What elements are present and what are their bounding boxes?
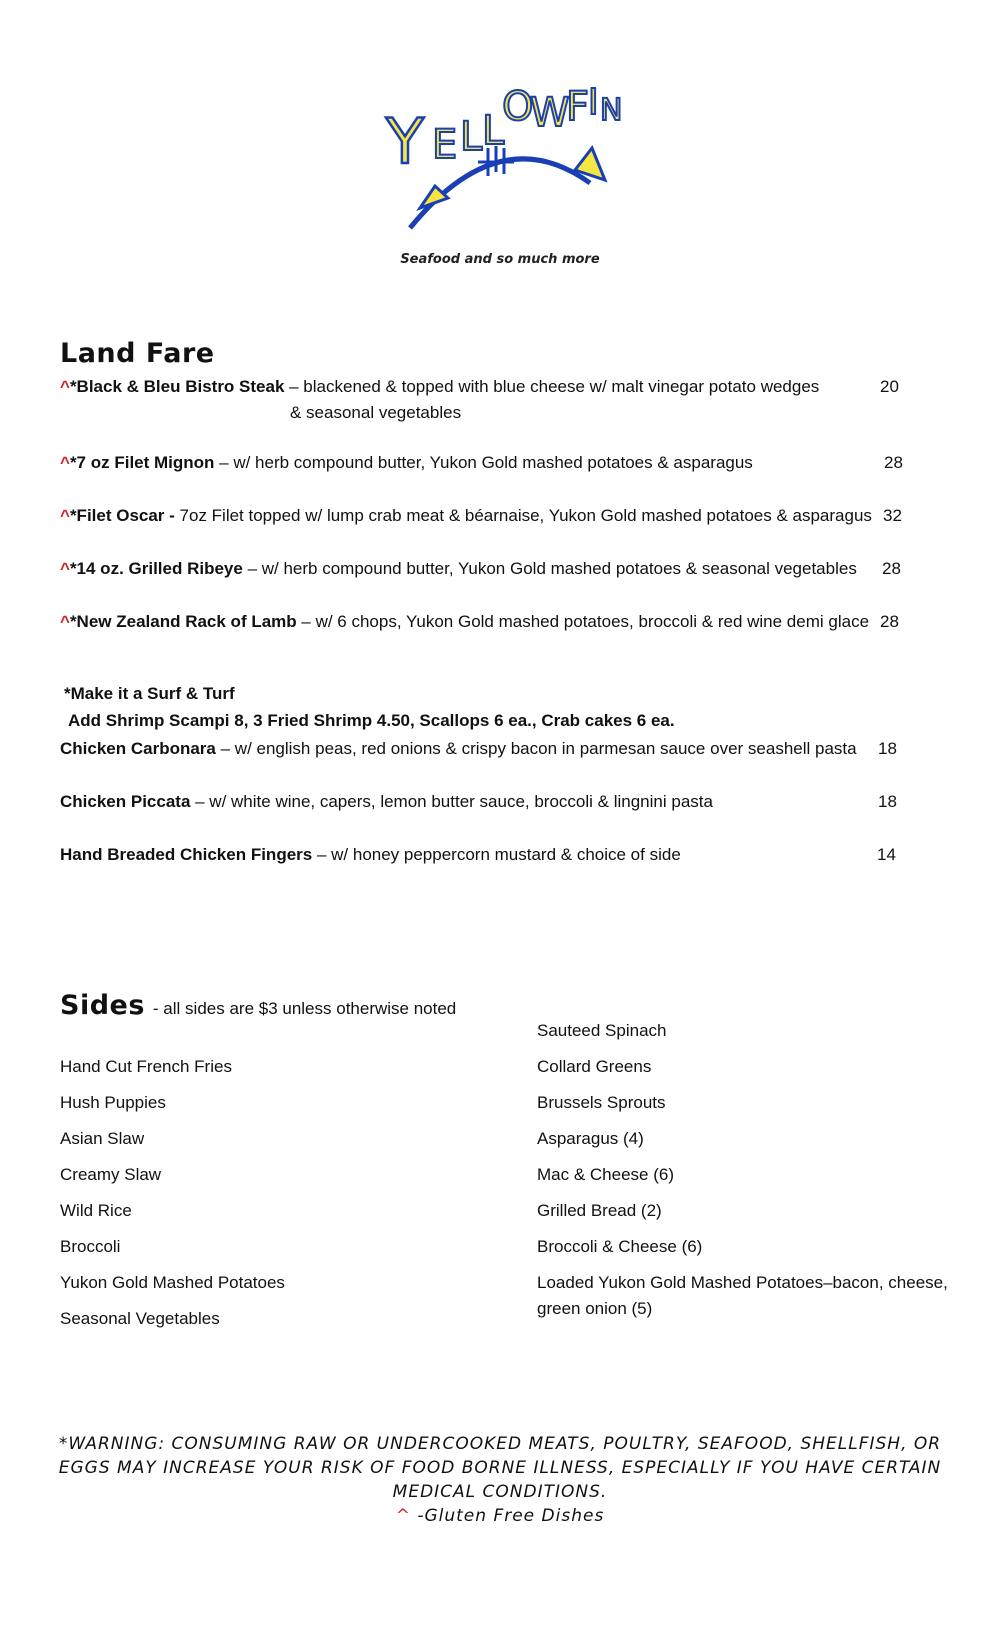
item-description: – blackened & topped with blue cheese w/ malt vinegar potato wedges <box>284 377 820 396</box>
side-item: Hush Puppies <box>60 1093 166 1112</box>
menu-item <box>60 503 900 529</box>
svg-text:N: N <box>600 93 623 128</box>
item-description: 7oz Filet topped w/ lump crab meat & béarnaise, Yukon Gold mashed potatoes & asparagus <box>174 506 872 525</box>
side-item: Broccoli <box>60 1237 121 1256</box>
side-item: Seasonal Vegetables <box>60 1309 220 1328</box>
gluten-free-marker: ^ <box>60 506 70 525</box>
gluten-free-marker: ^ <box>60 377 70 396</box>
item-name: Chicken Carbonara <box>60 739 216 758</box>
menu-item <box>60 450 903 476</box>
gluten-free-marker: ^ <box>60 612 70 631</box>
item-description: – w/ white wine, capers, lemon butter sauce, broccoli & lingnini pasta <box>190 792 713 811</box>
item-price: 28 <box>882 559 901 578</box>
side-item: Asparagus (4) <box>537 1129 644 1148</box>
side-item: Yukon Gold Mashed Potatoes <box>60 1273 285 1292</box>
item-description: – w/ 6 chops, Yukon Gold mashed potatoes, broccoli & red wine demi glace <box>296 612 870 631</box>
item-price: 28 <box>884 453 903 472</box>
side-item: Asian Slaw <box>60 1129 145 1148</box>
item-name: Hand Breaded Chicken Fingers <box>60 845 313 864</box>
svg-text:W: W <box>530 90 570 136</box>
side-item: Grilled Bread (2) <box>537 1201 662 1220</box>
side-item: Brussels Sprouts <box>537 1093 666 1112</box>
item-price: 14 <box>877 845 896 864</box>
surf-and-turf-title: *Make it a Surf & Turf <box>64 684 235 703</box>
item-price: 28 <box>880 612 899 631</box>
gluten-free-marker: ^ <box>60 453 70 472</box>
sides-heading: Sides <box>60 990 145 1021</box>
svg-text:L: L <box>460 114 483 160</box>
side-item: Creamy Slaw <box>60 1165 162 1184</box>
item-price: 32 <box>883 506 902 525</box>
menu-item <box>60 609 900 635</box>
menu-item <box>60 736 900 762</box>
side-item: Sauteed Spinach <box>537 1021 667 1040</box>
side-item: Mac & Cheese (6) <box>537 1165 674 1184</box>
warning-line: MEDICAL CONDITIONS. <box>392 1482 608 1502</box>
svg-text:E: E <box>432 122 458 168</box>
side-item: Collard Greens <box>537 1057 652 1076</box>
svg-text:I: I <box>588 82 599 123</box>
food-safety-warning <box>0 1432 1000 1528</box>
sides-title <box>60 990 456 1021</box>
side-item: Loaded Yukon Gold Mashed Potatoes–bacon, cheese, <box>537 1273 948 1292</box>
gluten-free-marker: ^ <box>60 559 70 578</box>
item-price: 18 <box>878 792 897 811</box>
item-name: *14 oz. Grilled Ribeye <box>69 559 243 578</box>
warning-line: EGGS MAY INCREASE YOUR RISK OF FOOD BORNE ILLNESS, ESPECIALLY IF YOU HAVE CERTAIN <box>58 1458 942 1478</box>
menu-item <box>60 374 900 426</box>
yellowfin-logo <box>380 58 623 248</box>
item-price: 18 <box>878 739 897 758</box>
side-item: Wild Rice <box>60 1201 132 1220</box>
svg-text:F: F <box>566 84 590 130</box>
gluten-free-marker: ^ <box>395 1506 411 1526</box>
gluten-free-label: -Gluten Free Dishes <box>410 1506 605 1526</box>
warning-line: *WARNING: CONSUMING RAW OR UNDERCOOKED MEATS, POULTRY, SEAFOOD, SHELLFISH, OR <box>58 1434 942 1454</box>
menu-item <box>60 789 900 815</box>
svg-text:Y: Y <box>386 105 424 178</box>
item-price: 20 <box>880 377 899 396</box>
menu-item <box>60 556 900 582</box>
gluten-free-legend <box>0 1504 1000 1528</box>
item-description: – w/ herb compound butter, Yukon Gold mashed potatoes & asparagus <box>214 453 753 472</box>
tagline: Seafood and so much more <box>400 252 600 267</box>
item-name: *7 oz Filet Mignon <box>69 453 215 472</box>
surf-and-turf-note <box>64 680 675 734</box>
svg-text:O: O <box>502 84 534 130</box>
menu-item <box>60 842 900 868</box>
item-name: Chicken Piccata <box>60 792 191 811</box>
item-description: – w/ english peas, red onions & crispy bacon in parmesan sauce over seashell pasta <box>215 739 857 758</box>
item-description: – w/ honey peppercorn mustard & choice of side <box>312 845 681 864</box>
item-name: *Black & Bleu Bistro Steak <box>69 377 285 396</box>
side-item-cont: green onion (5) <box>537 1299 653 1318</box>
svg-text:L: L <box>482 108 505 154</box>
land-fare-title: Land Fare <box>60 338 215 369</box>
side-item: Hand Cut French Fries <box>60 1057 232 1076</box>
item-name: *New Zealand Rack of Lamb <box>69 612 297 631</box>
item-name: *Filet Oscar - <box>69 506 175 525</box>
side-item: Broccoli & Cheese (6) <box>537 1237 703 1256</box>
item-description-cont: & seasonal vegetables <box>290 403 462 422</box>
surf-and-turf-addons: Add Shrimp Scampi 8, 3 Fried Shrimp 4.50, Scallops 6 ea., Crab cakes 6 ea. <box>68 711 675 730</box>
item-description: – w/ herb compound butter, Yukon Gold mashed potatoes & seasonal vegetables <box>242 559 857 578</box>
sides-price-note: - all sides are $3 unless otherwise noted <box>152 999 457 1018</box>
